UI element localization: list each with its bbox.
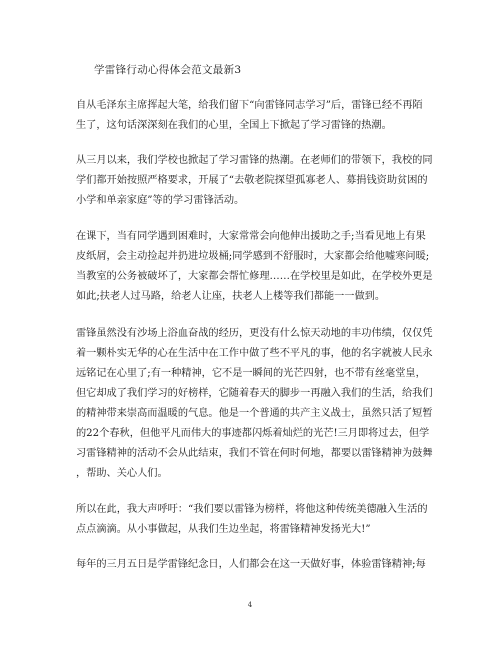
paragraph-6: [76, 555, 428, 575]
paragraph-line: 但它却成了我们学习的好榜样，它随着春天的脚步一再融入我们的生活，给我们: [76, 388, 433, 399]
paragraph-line: 生了，这句话深深刻在我们的心里，全国上下掀起了学习雷锋的热潮。: [76, 120, 392, 131]
page-number: 4: [247, 601, 253, 609]
paragraph-line: 所以在此，我大声呼吁：“我们要以雷锋为榜样，将他这种传统美德融入生活的: [76, 504, 428, 515]
paragraph-line: 小学和单亲家庭”等的学习雷锋活动。: [76, 195, 245, 206]
paragraph-line: 自从毛泽东主席挥起大笔，给我们留下“向雷锋同志学习”后，雷锋已经不再陌: [76, 100, 423, 111]
paragraph-line: 从三月以来，我们学校也掀起了学习雷锋的热潮。在老师们的带领下，我校的同: [76, 155, 433, 166]
paragraph-line: 的22个春秋，但他平凡而伟大的事迹都闪烁着灿烂的光芒!三月即将过去，但学: [76, 428, 430, 439]
paragraph-3: [76, 227, 433, 307]
paragraph-line: 如此;扶老人过马路，给老人让座，扶老人上楼等我们都能一一做到。: [76, 291, 386, 302]
paragraph-5: [76, 500, 428, 540]
paragraph-line: 学们都开始按照严格要求，开展了“去敬老院探望孤寡老人、募捐钱资助贫困的: [76, 175, 428, 186]
paragraph-line: 着一颗朴实无华的心在生活中在工作中做了些不平凡的事，他的名字就被人民永: [76, 348, 433, 359]
paragraph-line: 远铭记在心里了;有一种精神，它不是一瞬间的光芒四射，也不带有丝毫堂皇，: [76, 368, 426, 379]
paragraph-line: 皮纸屑，会主动捡起并扔进垃圾桶;同学感到不舒服时，大家都会给他嘘寒问暖;: [76, 251, 430, 262]
paragraph-line: 每年的三月五日是学雷锋纪念日，人们都会在这一天做好事，体验雷锋精神;每: [76, 559, 426, 570]
paragraph-2: [76, 151, 433, 211]
paragraph-line: 点点滴滴。从小事做起，从我们生边坐起，将雷锋精神发扬光大!”: [76, 524, 371, 535]
paragraph-4: [76, 324, 433, 484]
paragraph-line: ，帮助、关心人们。: [76, 468, 168, 479]
paragraph-line: 雷锋虽然没有沙场上浴血奋战的经历，更没有什么惊天动地的丰功伟绩，仅仅凭: [76, 328, 433, 339]
paragraph-line: 的精神带来崇高而温暖的气息。他是一个普通的共产主义战士，虽然只活了短暂: [76, 408, 433, 419]
paragraph-line: 习雷锋精神的活动不会从此结束，我们不管在何时何地，都要以雷锋精神为鼓舞: [76, 448, 433, 459]
document-title: 学雷锋行动心得体会范文最新3: [94, 64, 242, 76]
paragraph-line: 当教室的公务被破坏了，大家都会帮忙修理……在学校里是如此，在学校外更是: [76, 271, 433, 282]
paragraph-line: 在课下，当有同学遇到困难时，大家常常会向他伸出援助之手;当看见地上有果: [76, 231, 426, 242]
paragraph-1: [76, 96, 428, 136]
